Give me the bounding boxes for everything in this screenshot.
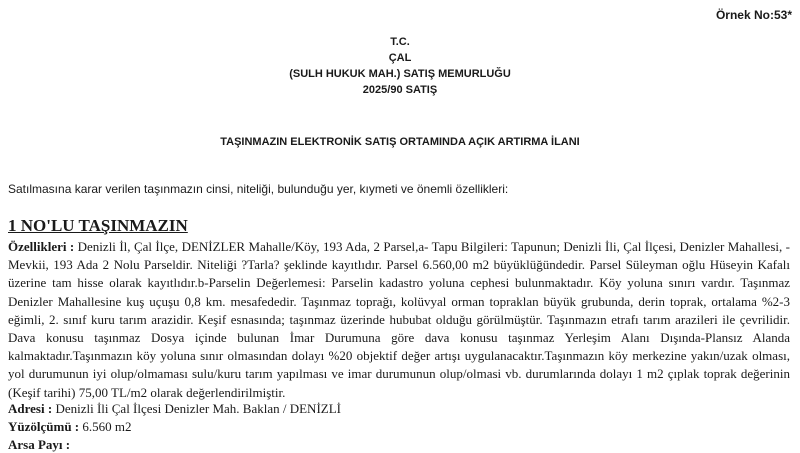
header-line-office: (SULH HUKUK MAH.) SATIŞ MEMURLUĞU (289, 68, 511, 80)
property-address (8, 401, 341, 417)
area-label: Yüzölçümü : (8, 419, 80, 434)
header-line-district: ÇAL (388, 52, 412, 64)
header-line-file-no: 2025/90 SATIŞ (362, 84, 438, 96)
property-area (8, 419, 132, 435)
share-label: Arsa Payı : (8, 437, 71, 452)
notice-title: TAŞINMAZIN ELEKTRONİK SATIŞ ORTAMINDA AÇIK ARTIRMA İLANI (220, 136, 580, 148)
features-text: Denizli İl, Çal İlçe, DENİZLER Mahalle/Köy, 193 Ada, 2 Parsel,a- Tapu Bilgileri: Tapunun; Denizli İli, Çal İlçesi, Denizler Mahallesi, - Mevkii, 193 Ada 2 Nolu Parseldir. Niteliği ?Tarla? şeklinde kayıtlıdır. Parsel 6.560,00 m2 büyüklüğündedir. Parsel Süleyman oğlu Hüseyin Kafalı üzerine tam hisse olarak kayıtlıdır.b-Parselin Değerlemesi: Parselin kadastro yoluna cephesi bulunmaktadır. Köy yoluna sınırı vardır. Taşınmaz Denizler Mahallesine kuş uçuşu 0,8 km. mesafededir. Taşınmaz toprağı, kolüvyal orman topraklan büyük grubunda, derin toprak, ortalama %2-3 eğimli, 2. sınıf kuru tarım arazidir. Keşif esnasında; taşınmaz üzerinde hububat olduğu görülmüştür. Taşınmazın etrafı tarım arazileri ile çevrilidir. Dava konusu taşınmaz Dosya içinde bulunan İmar Durumuna göre dava konusu taşınmaz Yerleşim Alanı Dışında-Plansız Alanda kalmaktadır.Taşınmazın köy yoluna sınır olmasından dolayı %20 objektif değer artışı uygulanacaktır.Taşınmazın köy merkezine yakın/uzak olması, yol durumunun iyi olup/olmaması sulu/kuru tarım yapılması ve imar durumunun olup/olmasi vb. durumlarında dolayı 1 m2 çıplak toprak değerinin (Keşif tarihi) 75,00 TL/m2 olarak değerlendirilmiştir. (8, 239, 790, 400)
features-label: Özellikleri : (8, 239, 75, 254)
property-heading: 1 NO'LU TAŞINMAZIN (8, 216, 188, 235)
property-share (8, 437, 70, 453)
address-value: Denizli İli Çal İlçesi Denizler Mah. Baklan / DENİZLİ (52, 401, 341, 416)
area-value: 6.560 m2 (79, 419, 132, 434)
property-features (8, 238, 790, 402)
document-header (0, 34, 800, 98)
address-label: Adresi : (8, 401, 53, 416)
sample-number: Örnek No:53* (715, 8, 792, 22)
intro-text: Satılmasına karar verilen taşınmazın cinsi, niteliği, bulunduğu yer, kıymeti ve önemli özellikleri: (8, 182, 509, 196)
header-line-tc: T.C. (390, 36, 410, 48)
